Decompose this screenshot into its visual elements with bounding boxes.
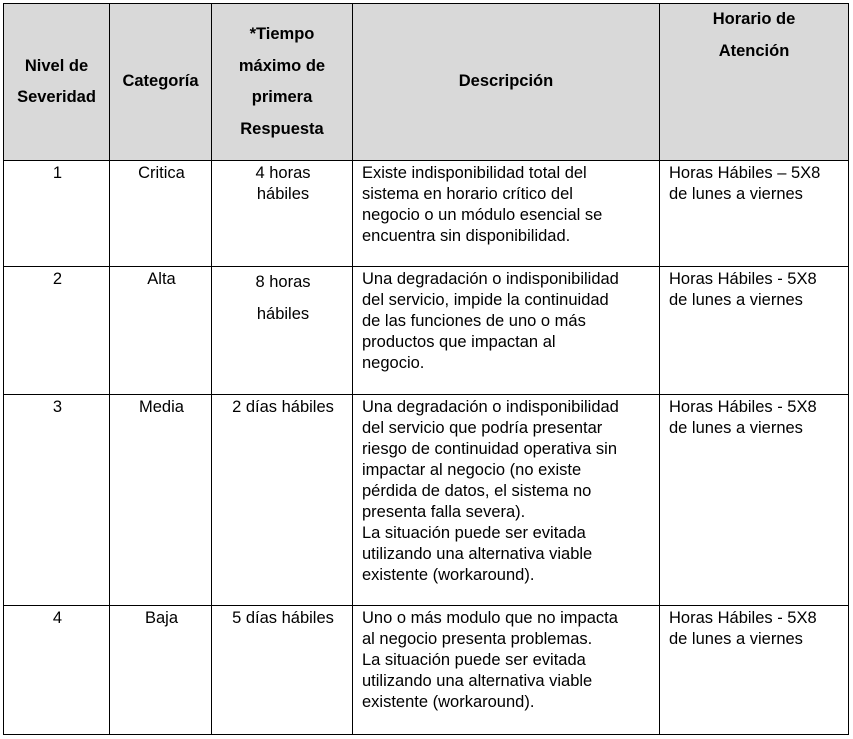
cell-nivel: 2 [4, 267, 110, 395]
table-row [4, 395, 849, 606]
cell-horario: Horas Hábiles - 5X8 de lunes a viernes [660, 267, 849, 395]
header-categoria: Categoría [110, 4, 212, 161]
header-descripcion: Descripción [353, 4, 660, 161]
header-tiempo: *Tiempo máximo de primera Respuesta [212, 4, 353, 161]
header-nivel: Nivel de Severidad [4, 4, 110, 161]
cell-categoria: Baja [110, 606, 212, 735]
table-row [4, 161, 849, 267]
cell-categoria: Critica [110, 161, 212, 267]
cell-nivel: 3 [4, 395, 110, 606]
cell-descripcion: Una degradación o indisponibilidad del servicio, impide la continuidad de las funciones de uno o más productos que impactan al negocio. [353, 267, 660, 395]
header-horario: Horario de Atención [660, 4, 849, 161]
cell-tiempo: 4 horas hábiles [212, 161, 353, 267]
cell-nivel: 1 [4, 161, 110, 267]
cell-horario: Horas Hábiles - 5X8 de lunes a viernes [660, 395, 849, 606]
header-row [4, 4, 849, 161]
severity-table [3, 3, 849, 735]
cell-tiempo: 8 horas hábiles [212, 267, 353, 395]
cell-nivel: 4 [4, 606, 110, 735]
cell-descripcion: Existe indisponibilidad total del sistema en horario crítico del negocio o un módulo esencial se encuentra sin disponibilidad. [353, 161, 660, 267]
table-row [4, 267, 849, 395]
cell-tiempo: 5 días hábiles [212, 606, 353, 735]
cell-horario: Horas Hábiles – 5X8 de lunes a viernes [660, 161, 849, 267]
cell-categoria: Alta [110, 267, 212, 395]
cell-descripcion: Una degradación o indisponibilidad del servicio que podría presentar riesgo de continuidad operativa sin impactar al negocio (no existe pérdida de datos, el sistema no presenta falla severa). La situación puede ser evitada utilizando una alternativa viable existente (workaround). [353, 395, 660, 606]
cell-descripcion: Uno o más modulo que no impacta al negocio presenta problemas. La situación puede ser evitada utilizando una alternativa viable existente (workaround). [353, 606, 660, 735]
table-row [4, 606, 849, 735]
cell-horario: Horas Hábiles - 5X8 de lunes a viernes [660, 606, 849, 735]
cell-tiempo: 2 días hábiles [212, 395, 353, 606]
cell-categoria: Media [110, 395, 212, 606]
